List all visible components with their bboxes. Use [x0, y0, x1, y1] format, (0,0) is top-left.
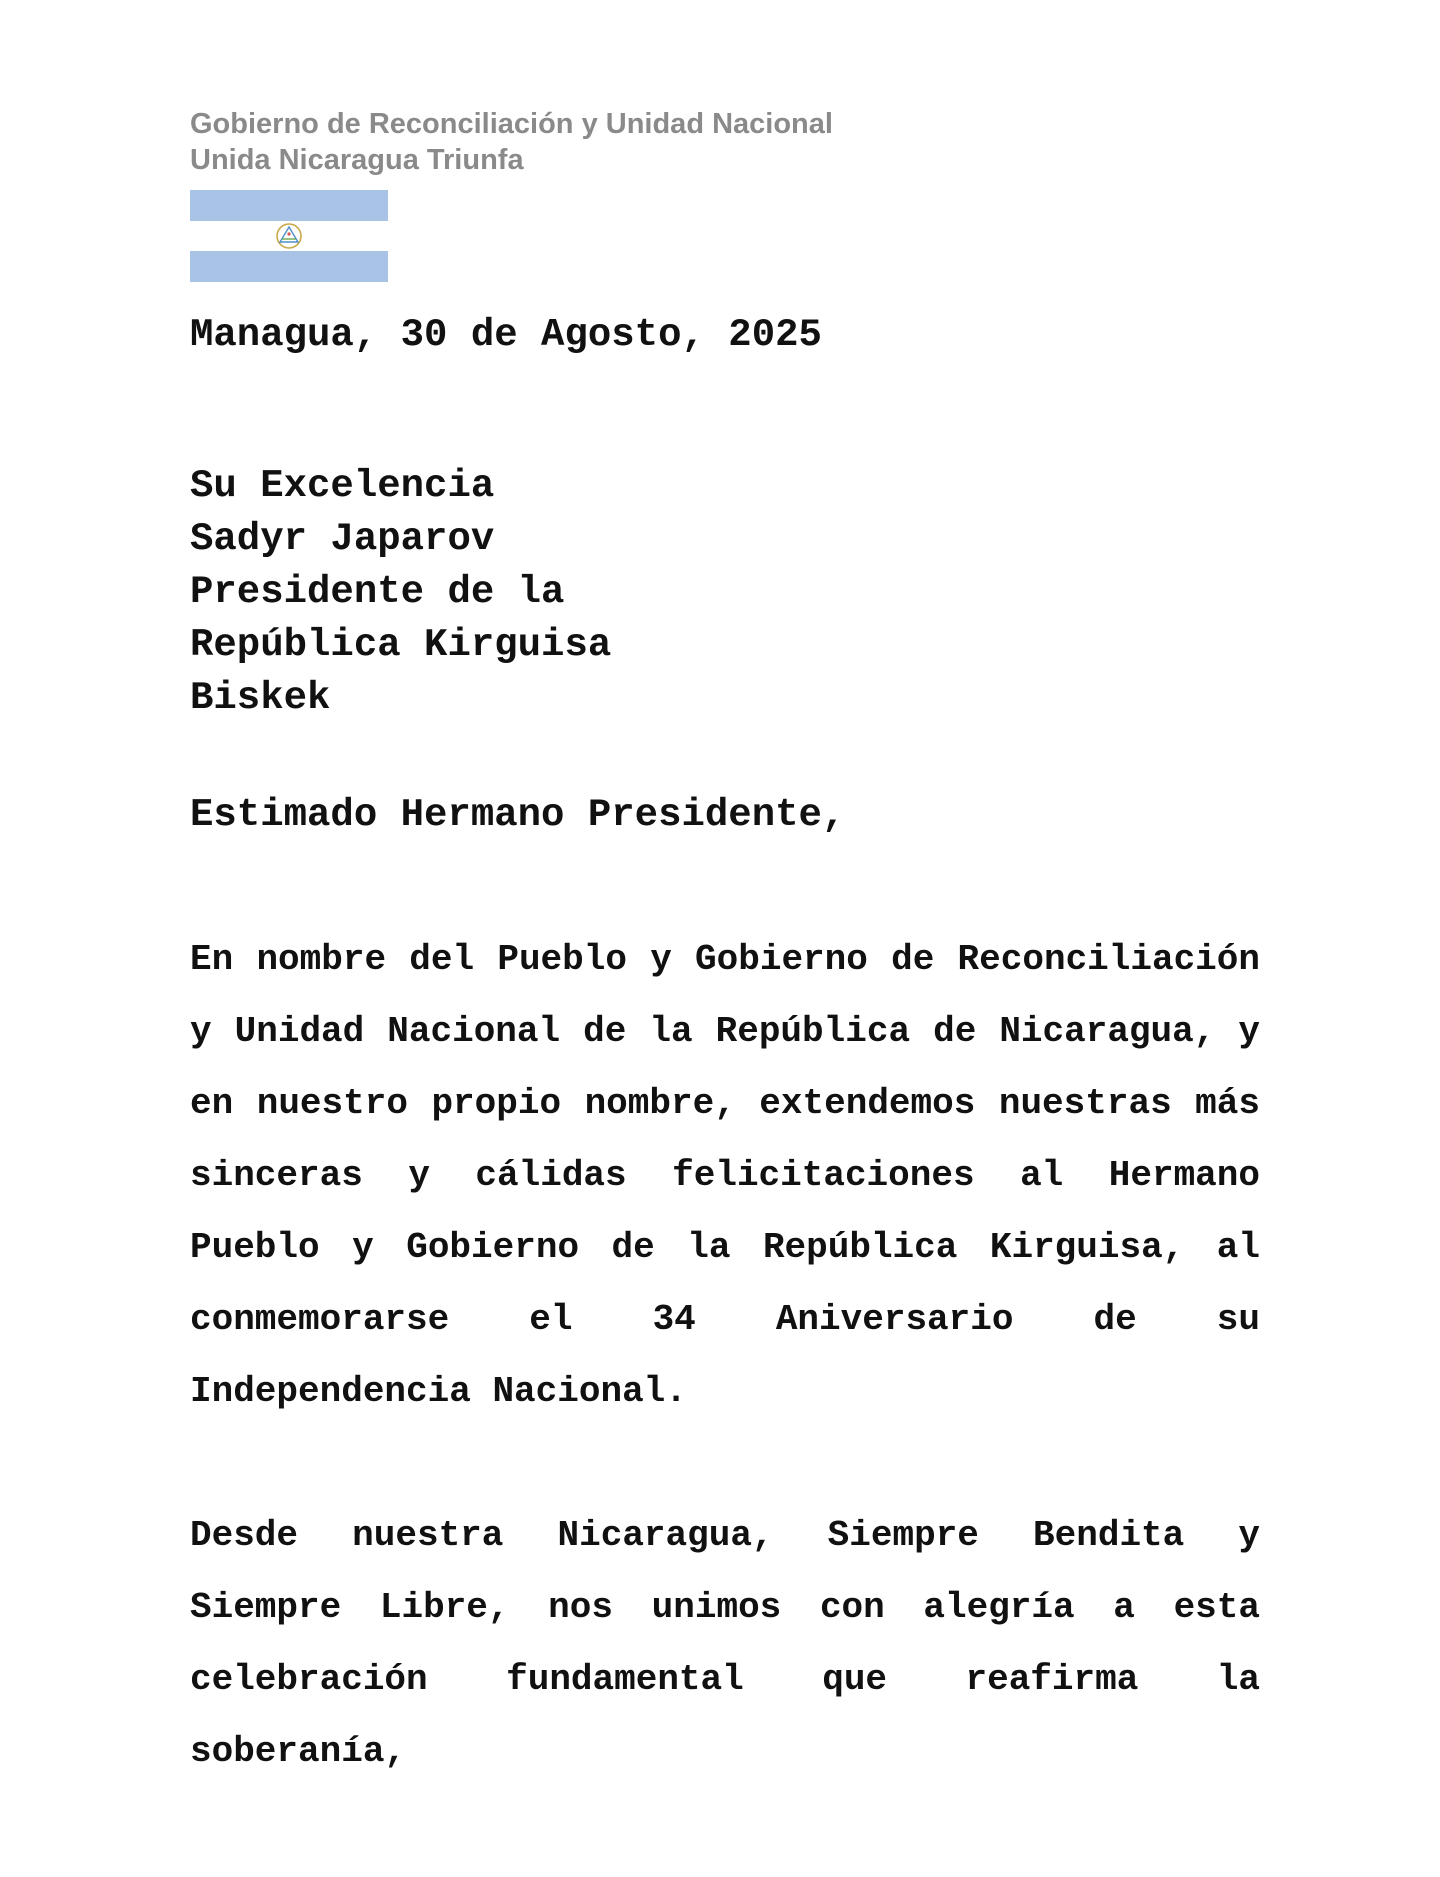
recipient-line: Sadyr Japarov [190, 517, 495, 561]
recipient-line: Su Excelencia [190, 464, 495, 508]
body-paragraph: En nombre del Pueblo y Gobierno de Reconciliación y Unidad Nacional de la República de Nicaragua, y en nuestro propio nombre, extendemos nuestras más sinceras y cálidas felicitaciones al Hermano Pueblo y Gobierno de la República Kirguisa, al conmemorarse el 34 Aniversario de su Independencia Nacional. [190, 939, 1260, 1412]
recipient-block [190, 460, 611, 725]
letter-date: Managua, 30 de Agosto, 2025 [190, 313, 822, 357]
letterhead-slogan: Unida Nicaragua Triunfa [190, 144, 524, 176]
flag-bottom-band [190, 251, 388, 282]
salutation: Estimado Hermano Presidente, [190, 793, 846, 837]
nicaragua-flag-icon [190, 190, 388, 282]
body-paragraph: Desde nuestra Nicaragua, Siempre Bendita y Siempre Libre, nos unimos con alegría a esta celebración fundamental que reafirma la soberanía, [190, 1515, 1260, 1772]
coat-of-arms-icon [272, 222, 306, 250]
letterhead [190, 106, 833, 178]
flag-middle-band [190, 221, 388, 252]
flag-top-band [190, 190, 388, 221]
recipient-line: República Kirguisa [190, 623, 612, 667]
letterhead-government-name: Gobierno de Reconciliación y Unidad Nacional [190, 108, 833, 140]
recipient-line: Biskek [190, 676, 331, 720]
recipient-line: Presidente de la [190, 570, 565, 614]
